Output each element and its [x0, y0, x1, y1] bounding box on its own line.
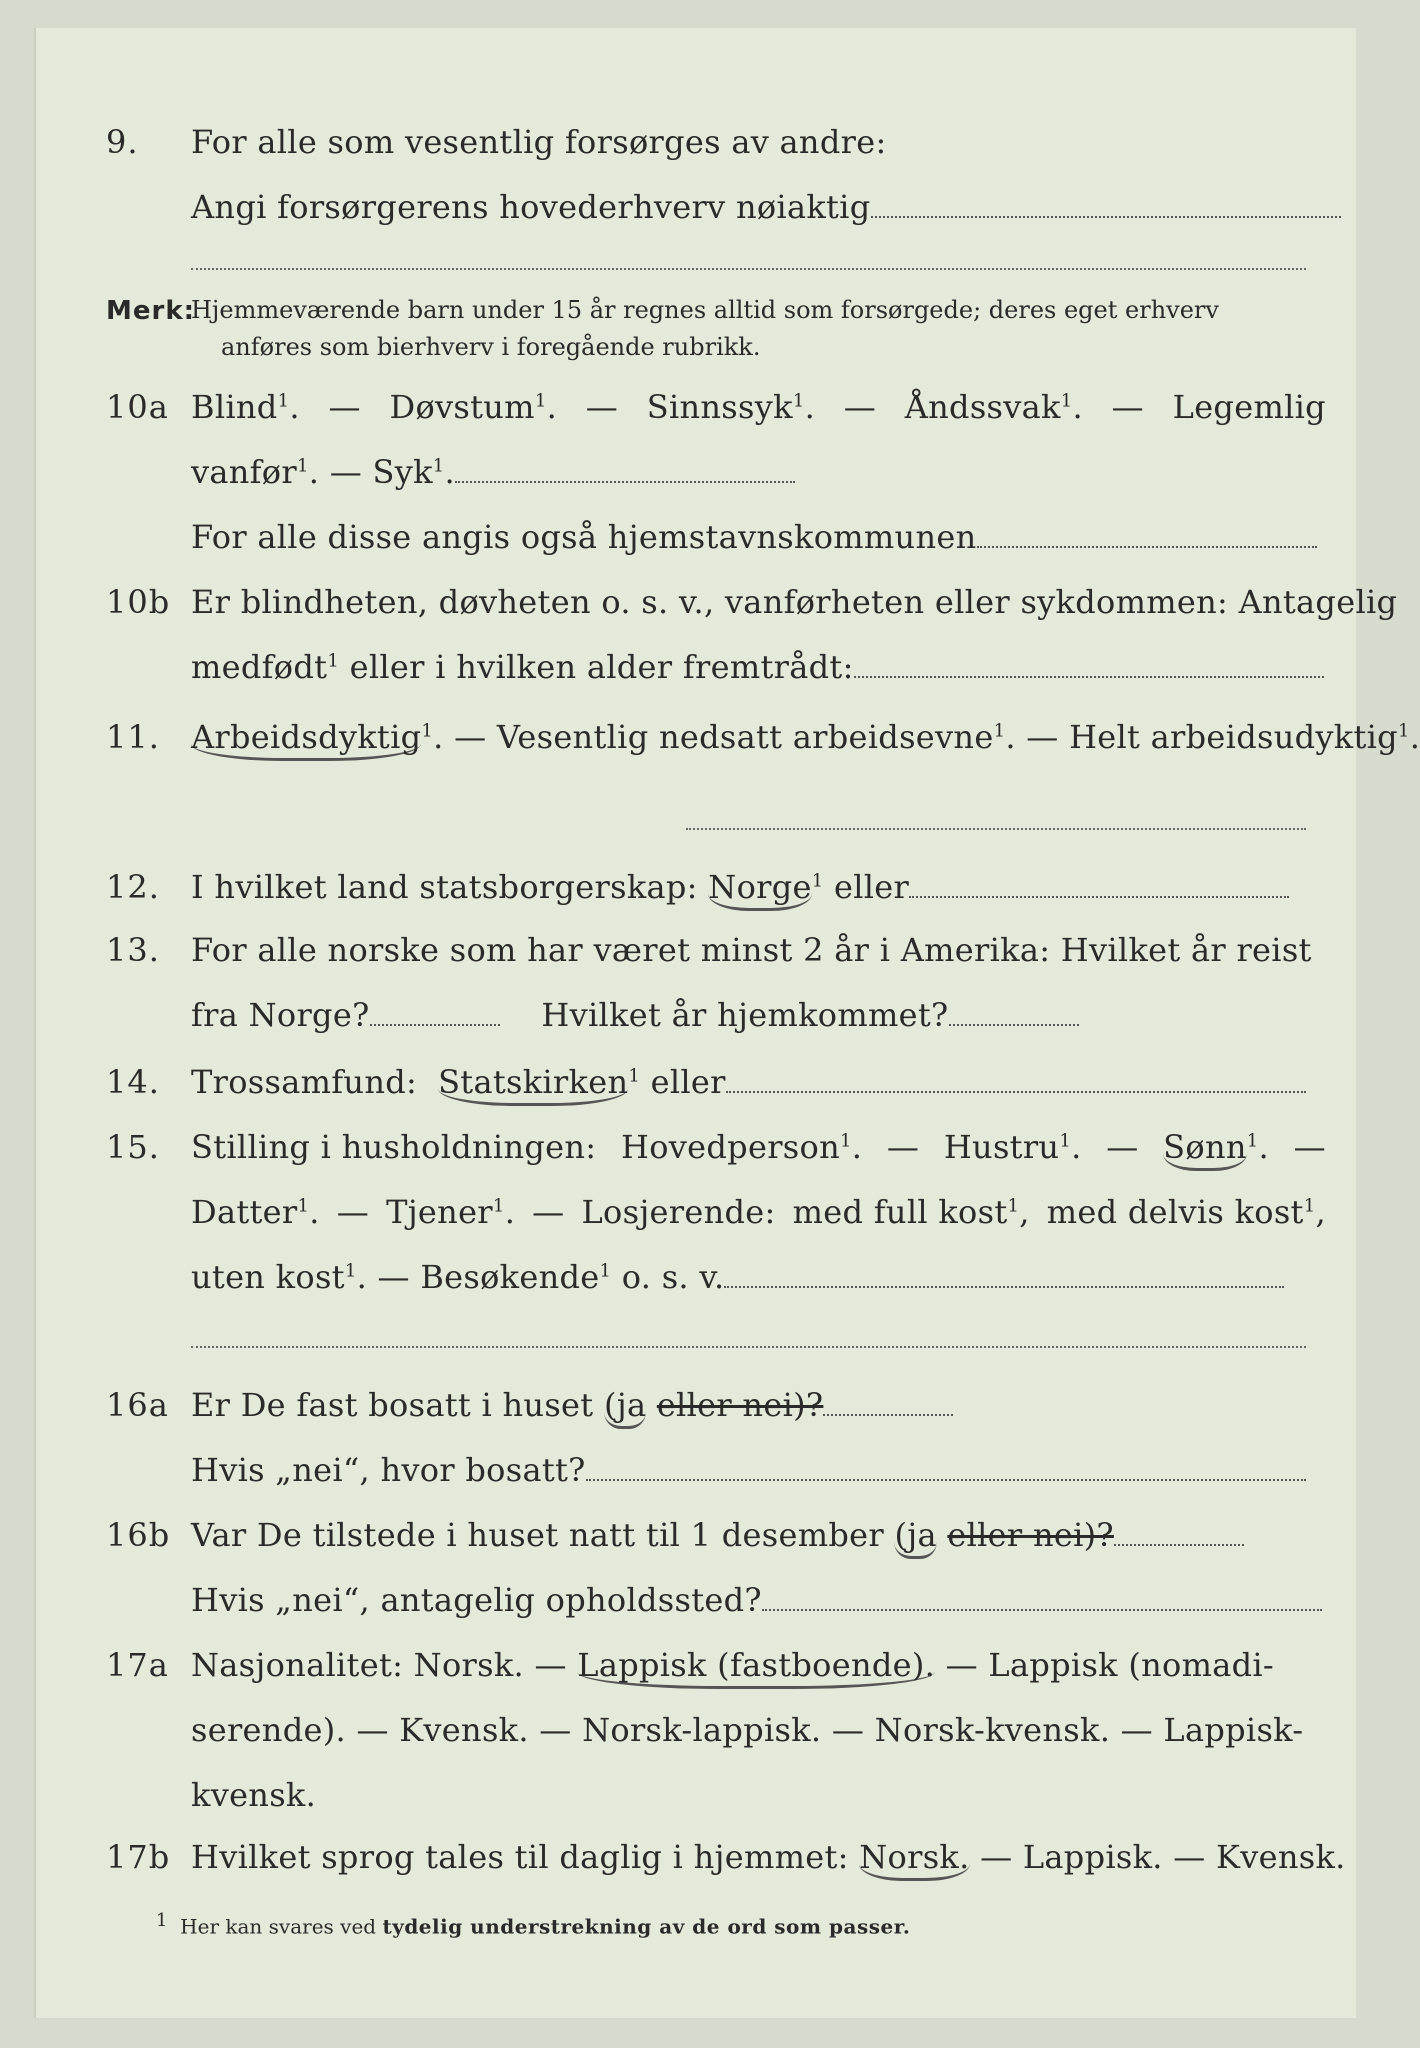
answer-line[interactable]: [586, 1455, 1306, 1481]
answer-line[interactable]: [762, 1585, 1322, 1611]
answer-line[interactable]: [977, 522, 1317, 548]
option-norsk-underlined: Norsk.: [859, 1838, 969, 1881]
option-ja-underlined: (ja: [604, 1386, 646, 1429]
answer-line[interactable]: [686, 828, 1306, 830]
answer-line[interactable]: [370, 1000, 500, 1026]
option-sonn-underlined: Sønn: [1163, 1128, 1247, 1171]
question-10b-row: [36, 583, 1398, 639]
question-16a-row: [36, 1386, 1356, 1442]
question-number: 9.: [106, 123, 139, 161]
question-number: 16a: [106, 1386, 169, 1424]
option-full-kost: med full kost: [792, 1193, 1008, 1231]
question-text: Trossamfund:: [191, 1063, 418, 1101]
or-label: eller: [650, 1063, 726, 1101]
answer-line[interactable]: [724, 1262, 1284, 1288]
answer-line[interactable]: [909, 872, 1289, 898]
question-text: Hvis „nei“, hvor bosatt?: [191, 1451, 586, 1489]
question-number: 13.: [106, 931, 160, 969]
option-syk: Syk: [372, 453, 433, 491]
option-uten-kost: uten kost: [191, 1258, 345, 1296]
question-text: Nasjonalitet: Norsk. —: [191, 1646, 567, 1684]
question-text: Var De tilstede i huset natt til 1 desember: [191, 1516, 884, 1554]
question-15-row-3: uten kost$^1$. — Besøkende$^1$ o. s. v.: [36, 1258, 1356, 1314]
question-number: 12.: [106, 868, 160, 906]
question-10a-row-2: vanfør$^1$. — Syk$^1$.: [36, 453, 1356, 509]
question-number: 16b: [106, 1516, 171, 1554]
question-text: kvensk.: [191, 1776, 317, 1814]
option-eller-nei-struck: eller nei)?: [947, 1516, 1114, 1554]
option-legemlig: Legemlig: [1172, 388, 1326, 426]
footnote-text: Her kan svares ved: [180, 1914, 377, 1939]
question-text: Angi forsørgerens hovederhverv nøiaktig: [191, 188, 871, 226]
note-text: Hjemmeværende barn under 15 år regnes alltid som forsørgede; deres eget erhverv: [191, 296, 1219, 324]
question-10b-row-2: medfødt$^1$ eller i hvilken alder fremtrådt:: [36, 648, 1356, 704]
footnote-bold-text: tydelig understrekning av de ord som passer.: [382, 1914, 911, 1939]
option-andssvak: Åndssvak: [904, 388, 1061, 426]
answer-line[interactable]: [455, 457, 795, 483]
option-delvis-kost: med delvis kost: [1046, 1193, 1304, 1231]
question-text: For alle norske som har været minst 2 år i Amerika: Hvilket år reist: [191, 931, 1312, 969]
question-14-row: 14. Trossamfund: Statskirken$^1$ eller: [36, 1063, 1356, 1119]
question-text: Stilling i husholdningen:: [191, 1128, 597, 1166]
option-udyktig: Helt arbeidsudyktig: [1069, 718, 1398, 756]
answer-line[interactable]: [1114, 1520, 1244, 1546]
footnote: [156, 1910, 910, 1939]
question-13-row-2: [36, 996, 1356, 1052]
question-text: Hvis „nei“, antagelig opholdssted?: [191, 1581, 762, 1619]
question-number: 11.: [106, 718, 160, 756]
option-medfodt: medfødt: [191, 648, 328, 686]
question-9-row: [36, 123, 1356, 179]
question-text: Er blindheten, døvheten o. s. v., vanførheten eller sykdommen: Antagelig: [191, 583, 1398, 621]
option-hustru: Hustru: [943, 1128, 1060, 1166]
question-number: 10a: [106, 388, 169, 426]
option-norge-underlined: Norge: [708, 868, 811, 911]
question-text: fra Norge?: [191, 996, 370, 1034]
question-number: 17a: [106, 1646, 169, 1684]
answer-line[interactable]: [191, 268, 1306, 270]
census-form-page: [34, 28, 1420, 2018]
question-16b-row-2: [36, 1581, 1356, 1637]
question-17b-row: [36, 1838, 1356, 1894]
question-text: Er De fast bosatt i huset: [191, 1386, 594, 1424]
question-number: 17b: [106, 1838, 171, 1876]
option-ja-underlined: (ja: [894, 1516, 936, 1559]
question-number: 10b: [106, 583, 171, 621]
question-15-row: 15. Stilling i husholdningen: Hovedperson$^1$. — Hustru$^1$. — Sønn$^1$. —: [36, 1128, 1356, 1184]
question-9-row-2: [36, 188, 1356, 244]
question-11-row: 11. Arbeidsdyktig$^1$. — Vesentlig nedsatt arbeidsevne$^1$. — Helt arbeidsudyktig$^1$.: [36, 718, 1356, 774]
option-sinnssyk: Sinnssyk: [646, 388, 793, 426]
question-12-row: 12. I hvilket land statsborgerskap: Norge$^1$ eller: [36, 868, 1356, 924]
question-text: I hvilket land statsborgerskap:: [191, 868, 698, 906]
note-label: Merk:: [106, 296, 196, 326]
question-10a-row: 10a Blind$^1$. — Døvstum$^1$. — Sinnssyk$^1$. — Åndssvak$^1$. — Legemlig: [106, 388, 1326, 426]
option-besokende: Besøkende: [420, 1258, 600, 1296]
question-text: — Lappisk (nomadi-: [945, 1646, 1275, 1684]
option-dovstum: Døvstum: [389, 388, 535, 426]
question-text: Hvilket år hjemkommet?: [541, 996, 949, 1034]
answer-line[interactable]: [949, 1000, 1079, 1026]
question-16b-row: [36, 1516, 1356, 1572]
option-eller-nei-struck: eller nei)?: [656, 1386, 824, 1424]
option-statskirken-underlined: Statskirken: [438, 1063, 628, 1106]
option-arbeidsdyktig-underlined: Arbeidsdyktig: [191, 718, 421, 761]
option-blind: Blind: [191, 388, 278, 426]
option-vanfor: vanfør: [191, 453, 297, 491]
question-13-row: [36, 931, 1356, 987]
answer-line[interactable]: [871, 192, 1341, 218]
answer-line[interactable]: [726, 1067, 1306, 1093]
question-15-row-2: Datter$^1$. — Tjener$^1$. — Losjerende: med full kost$^1$, med delvis kost$^1$,: [191, 1193, 1326, 1231]
question-text: eller i hvilken alder fremtrådt:: [349, 648, 854, 686]
answer-line[interactable]: [823, 1390, 953, 1416]
answer-line[interactable]: [854, 652, 1324, 678]
question-text: serende). — Kvensk. — Norsk-lappisk. — Norsk-kvensk. — Lappisk-: [191, 1711, 1304, 1749]
question-17a-row: [36, 1646, 1356, 1702]
option-lappisk-fastboende-underlined: Lappisk (fastboende).: [577, 1646, 935, 1689]
question-text: For alle som vesentlig forsørges av andre:: [191, 123, 887, 161]
question-text: o. s. v.: [621, 1258, 725, 1296]
note-text: anføres som bierhverv i foregående rubrikk.: [221, 333, 761, 361]
question-text: Hvilket sprog tales til daglig i hjemmet:: [191, 1838, 849, 1876]
question-number: 15.: [106, 1128, 160, 1166]
merk-note-2: [36, 333, 1356, 389]
option-hovedperson: Hovedperson: [621, 1128, 841, 1166]
option-tjener: Tjener: [386, 1193, 493, 1231]
option-losjerende: Losjerende:: [581, 1193, 776, 1231]
question-text: For alle disse angis også hjemstavnskommunen: [191, 518, 977, 556]
option-nedsatt: Vesentlig nedsatt arbeidsevne: [496, 718, 994, 756]
option-datter: Datter: [191, 1193, 298, 1231]
question-17a-row-2: [36, 1711, 1356, 1767]
footnote-marker: 1: [156, 1910, 168, 1931]
or-label: eller: [834, 868, 910, 906]
question-16a-row-2: [36, 1451, 1356, 1507]
question-number: 14.: [106, 1063, 160, 1101]
answer-line[interactable]: [191, 1346, 1306, 1348]
question-10a-row-3: [36, 518, 1356, 574]
question-text: — Lappisk. — Kvensk.: [980, 1838, 1346, 1876]
question-17a-row-3: [36, 1776, 1356, 1832]
